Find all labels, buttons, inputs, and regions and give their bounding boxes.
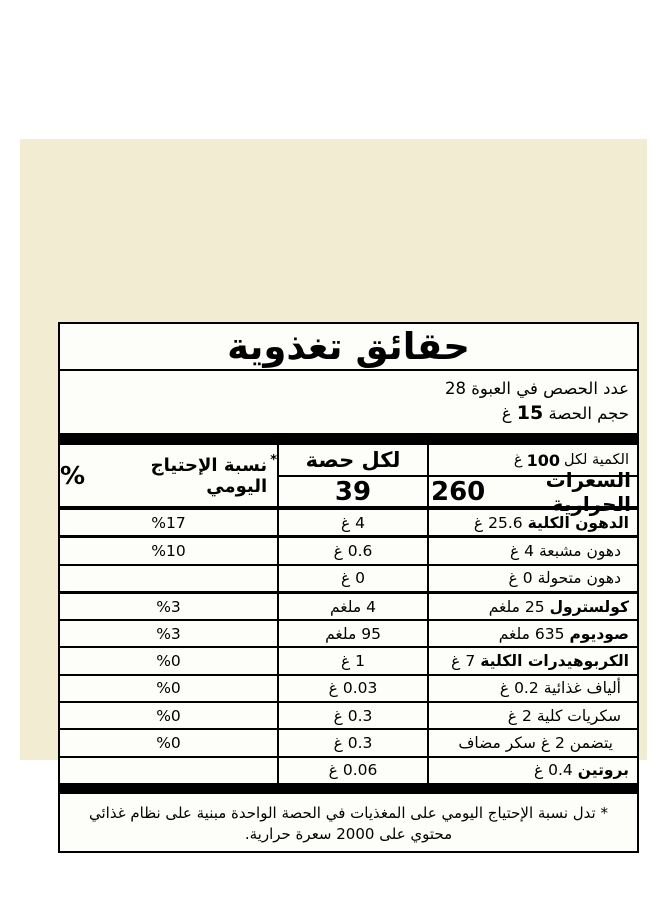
nutrient-daily-value-cell: %0 [156, 734, 181, 753]
nutrient-name: ألياف غذائية [543, 679, 621, 698]
nutrient-name-cell [427, 676, 637, 701]
serving-size-unit: غ [501, 404, 512, 423]
nutrient-daily-value-cell: %10 [151, 541, 186, 560]
nutrient-per-serving-cell: 0.03 غ [277, 676, 427, 701]
servings-per-container-label: عدد الحصص في العبوة [471, 379, 629, 398]
nutrition-facts-panel [58, 322, 639, 853]
calories-row [427, 467, 637, 516]
calories-value: 260 [431, 476, 486, 507]
nutrient-per-serving-cell: 4 غ [277, 510, 427, 535]
nutrient-amount-per-100g: 635 ملغم [498, 624, 565, 643]
nutrient-row [60, 676, 637, 703]
nutrient-name-cell [427, 510, 637, 535]
nutrient-daily-value-cell: %0 [156, 679, 181, 698]
nutrient-name: كولسترول [549, 597, 629, 616]
nutrient-name: سكريات كلية [536, 706, 621, 725]
calories-label: السعرات الحرارية [545, 467, 631, 516]
nutrient-row [60, 566, 637, 594]
servings-per-container [68, 376, 629, 401]
daily-value-asterisk: * [270, 453, 277, 468]
nutrient-row [60, 648, 637, 675]
separator-bar-bottom [60, 783, 637, 794]
serving-size-label: حجم الحصة [548, 404, 629, 423]
nutrient-daily-value-cell: %17 [151, 513, 186, 532]
nutrient-per-serving-cell: 4 ملغم [277, 594, 427, 619]
serving-size [68, 401, 629, 426]
nutrient-amount-per-100g: 25.6 غ [473, 513, 523, 532]
nutrient-row [60, 758, 637, 783]
nutrient-per-serving-cell: 0.6 غ [277, 538, 427, 563]
nutrient-daily-value-cell: %0 [156, 652, 181, 671]
nutrient-per-serving-cell: 0.3 غ [277, 703, 427, 728]
nutrient-name-cell [427, 648, 637, 673]
nutrient-name: دهون مشبعة [539, 541, 621, 560]
calories-per-serving-value: 39 [277, 477, 427, 506]
nutrient-amount-per-100g: 0.2 غ [499, 679, 539, 698]
nutrient-per-serving-cell: 0.3 غ [277, 730, 427, 755]
footnote-text: * تدل نسبة الإحتياج اليومي على المغذيات في الحصة الواحدة مبنية على نظام غذائي محتوي على 2000 سعرة حرارية. [89, 804, 608, 843]
nutrient-name: يتضمن 2 غ سكر مضاف [458, 734, 613, 753]
nutrient-name-cell [427, 538, 637, 563]
nutrient-name-cell [427, 758, 637, 783]
per-serving-header: لكل حصة [277, 445, 427, 477]
nutrient-amount-per-100g: 7 غ [451, 652, 476, 671]
table-header [60, 445, 637, 516]
separator-bar-top [60, 433, 637, 445]
nutrient-row [60, 538, 637, 565]
amount-per-100g-label: الكمية لكل [563, 452, 629, 468]
nutrient-daily-value-cell: %0 [156, 706, 181, 725]
nutrient-name-cell [427, 566, 637, 591]
nutrient-amount-per-100g: 2 غ [507, 706, 532, 725]
nutrient-per-serving-cell: 1 غ [277, 648, 427, 673]
nutrient-name: الكربوهيدرات الكلية [480, 652, 629, 671]
nutrient-name-cell [427, 703, 637, 728]
nutrition-facts-title: حقائق تغذوية [60, 324, 637, 371]
nutrient-rows [60, 510, 637, 783]
nutrient-daily-value-cell: %3 [156, 624, 181, 643]
nutrient-name: الدهون الكلية [527, 513, 629, 532]
serving-size-value: 15 [516, 402, 544, 424]
servings-per-container-value: 28 [445, 379, 467, 398]
nutrient-row [60, 621, 637, 648]
nutrient-daily-value-cell [60, 566, 277, 591]
nutrient-row [60, 730, 637, 757]
nutrient-per-serving-cell: 95 ملغم [277, 621, 427, 646]
amount-per-100g-unit: غ [513, 452, 523, 468]
servings-block [60, 371, 637, 433]
nutrient-name-cell [427, 621, 637, 646]
nutrient-amount-per-100g: 0.4 غ [533, 761, 573, 780]
nutrient-amount-per-100g: 4 غ [509, 541, 534, 560]
nutrient-per-serving-cell: 0.06 غ [277, 758, 427, 783]
label-cream-background [20, 139, 647, 843]
amount-per-100g-value: 100 [526, 450, 560, 470]
nutrient-name: دهون متحولة [537, 569, 621, 588]
nutrient-name-cell [427, 730, 637, 755]
nutrient-row [60, 703, 637, 730]
nutrient-amount-per-100g: 25 ملغم [488, 597, 545, 616]
daily-value-percent-sign: % [60, 461, 86, 490]
nutrient-daily-value-cell [60, 758, 277, 783]
nutrient-name-cell [427, 594, 637, 619]
nutrient-daily-value-cell: %3 [156, 597, 181, 616]
nutrient-amount-per-100g: 0 غ [508, 569, 533, 588]
daily-value-text: نسبة الإحتياج اليومي [150, 454, 268, 497]
nutrient-name: صوديوم [569, 624, 629, 643]
nutrient-per-serving-cell: 0 غ [277, 566, 427, 591]
daily-value-header [60, 445, 277, 506]
nutrient-name: بروتين [577, 761, 629, 780]
nutrient-row [60, 594, 637, 621]
nutrient-row [60, 510, 637, 538]
footnote [60, 794, 637, 851]
